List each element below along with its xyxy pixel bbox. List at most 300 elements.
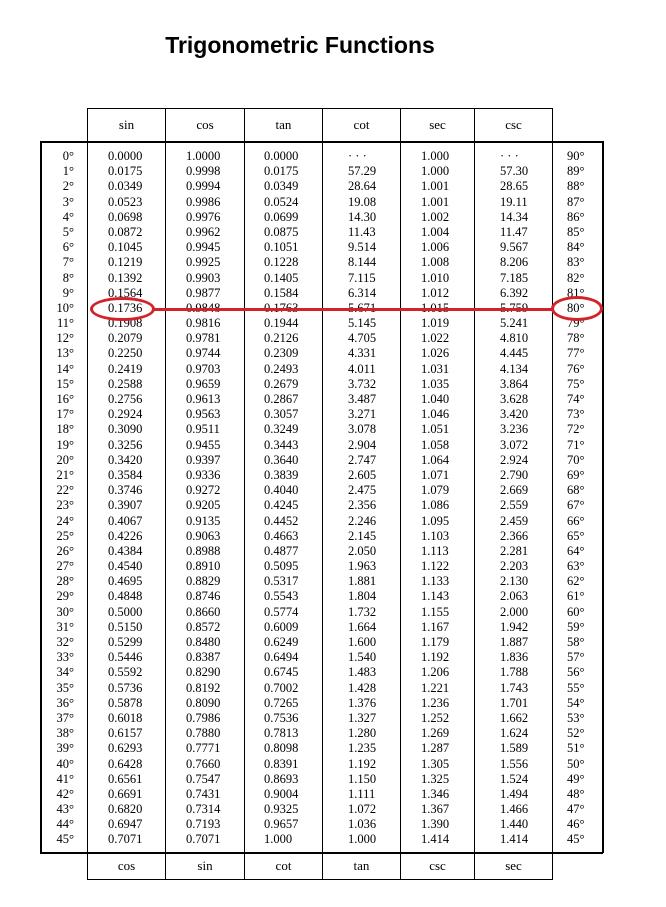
degree-cell: 10° [56,300,74,315]
tan-cell: 0.2493 [264,361,299,376]
complement-degree-cell: 82° [567,270,585,285]
cos-cell: 0.9986 [186,194,221,209]
footer-tan: tan [353,858,370,873]
footer-cot: cot [275,858,292,873]
sin-cell: 0.5150 [108,619,143,634]
cos-cell: 0.9135 [186,513,221,528]
degree-cell: 0° [62,149,74,163]
table-row [0,802,666,817]
cot-cell: 1.072 [348,802,377,817]
degree-cell: 28° [56,574,74,589]
degree-cell: 6° [62,240,74,255]
csc-cell: 14.34 [500,209,529,224]
complement-degree-cell: 61° [567,589,585,604]
complement-degree-cell: 55° [567,680,585,695]
table-row [0,271,666,286]
sin-cell: 0.1736 [108,300,143,315]
tan-cell: 0.1405 [264,270,299,285]
csc-cell: 1.414 [500,832,529,847]
sec-cell: 1.252 [421,710,450,725]
degree-cell: 5° [62,224,74,239]
table-row [0,741,666,756]
table-row [0,149,666,164]
cos-cell: 0.7547 [186,771,221,786]
csc-cell: 7.185 [500,270,529,285]
table-row [0,635,666,650]
sin-cell: 0.1908 [108,316,143,331]
cos-cell: 0.9945 [186,240,221,255]
sin-cell: 0.6947 [108,817,143,832]
complement-degree-cell: 57° [567,650,585,665]
tan-cell: 0.3443 [264,437,299,452]
cot-cell: 2.356 [348,498,377,513]
cot-cell: 57.29 [348,164,377,179]
complement-degree-cell: 81° [567,285,585,300]
csc-cell: 19.11 [500,194,528,209]
sec-cell: 1.006 [421,240,450,255]
degree-cell: 41° [56,771,74,786]
tan-cell: 0.9325 [264,802,299,817]
footer-sec: sec [505,858,522,873]
complement-degree-cell: 64° [567,543,585,558]
complement-degree-cell: 63° [567,559,585,574]
cot-cell: 3.078 [348,422,377,437]
sec-cell: 1.008 [421,255,450,270]
csc-cell: 2.000 [500,604,529,619]
cos-cell: 0.8988 [186,543,221,558]
complement-degree-cell: 79° [567,316,585,331]
complement-degree-cell: 83° [567,255,585,270]
csc-cell: 1.556 [500,756,529,771]
cos-cell: 0.9976 [186,209,221,224]
degree-cell: 45° [56,832,74,847]
footer-csc: csc [429,858,446,873]
tan-cell: 0.8098 [264,741,299,756]
cos-cell: 0.9336 [186,467,221,482]
sin-cell: 0.6018 [108,710,143,725]
cos-cell: 0.9925 [186,255,221,270]
cos-cell: 0.9063 [186,528,221,543]
csc-cell: 2.281 [500,543,529,558]
cos-cell: 0.9511 [186,422,220,437]
sin-cell: 0.5000 [108,604,143,619]
sin-cell: 0.1219 [108,255,143,270]
sin-cell: 0.6691 [108,786,143,801]
degree-cell: 8° [62,270,74,285]
cot-cell: 4.011 [348,361,376,376]
csc-cell: · · · [500,149,519,163]
csc-cell: 5.241 [500,316,529,331]
csc-cell: 1.624 [500,726,529,741]
sin-cell: 0.4226 [108,528,143,543]
header-csc: csc [505,117,522,132]
sec-cell: 1.001 [421,194,450,209]
sec-cell: 1.287 [421,741,450,756]
tan-cell: 0.5543 [264,589,299,604]
sin-cell: 0.5736 [108,680,143,695]
degree-cell: 9° [62,285,74,300]
cot-cell: 1.483 [348,665,377,680]
tan-cell: 0.0699 [264,209,299,224]
sec-cell: 1.004 [421,224,450,239]
csc-cell: 4.445 [500,346,529,361]
cos-cell: 0.8660 [186,604,221,619]
cot-cell: 14.30 [348,209,377,224]
sin-cell: 0.2250 [108,346,143,361]
degree-cell: 4° [62,209,74,224]
degree-cell: 33° [56,650,74,665]
cos-cell: 0.7771 [186,741,221,756]
tan-cell: 0.9004 [264,786,299,801]
degree-cell: 17° [56,407,74,422]
complement-degree-cell: 52° [567,726,585,741]
sec-cell: 1.367 [421,802,450,817]
sin-cell: 0.0000 [108,149,143,163]
tan-cell: 0.7265 [264,695,299,710]
cot-cell: 1.111 [348,786,376,801]
tan-cell: 0.6745 [264,665,299,680]
csc-cell: 2.459 [500,513,529,528]
csc-cell: 2.559 [500,498,529,513]
complement-degree-cell: 87° [567,194,585,209]
complement-degree-cell: 65° [567,528,585,543]
sin-cell: 0.7071 [108,832,143,847]
footer-sin: sin [197,858,213,873]
sec-cell: 1.051 [421,422,450,437]
sin-cell: 0.5299 [108,635,143,649]
tan-cell: 0.6249 [264,635,299,649]
tan-cell: 0.0349 [264,179,299,194]
cos-cell: 0.8192 [186,680,221,695]
table-row [0,544,666,559]
cot-cell: 2.747 [348,452,377,467]
sec-cell: 1.390 [421,817,450,832]
tan-cell: 0.7536 [264,710,299,725]
sec-cell: 1.071 [421,467,450,482]
degree-cell: 42° [56,786,74,801]
tan-cell: 0.2309 [264,346,299,361]
sin-cell: 0.2588 [108,376,143,391]
header-sin: sin [118,117,135,132]
table-row [0,225,666,240]
csc-cell: 9.567 [500,240,529,255]
table-row [0,195,666,210]
complement-degree-cell: 80° [567,300,585,315]
complement-degree-cell: 84° [567,240,585,255]
table-row [0,362,666,377]
tan-cell: 0.6009 [264,619,299,634]
complement-degree-cell: 90° [567,149,585,163]
complement-degree-cell: 51° [567,741,585,756]
sec-cell: 1.031 [421,361,450,376]
degree-cell: 12° [56,331,74,346]
sin-cell: 0.1392 [108,270,143,285]
csc-cell: 1.662 [500,710,529,725]
complement-degree-cell: 58° [567,635,585,649]
cos-cell: 0.9962 [186,224,221,239]
table-row [0,681,666,696]
cos-cell: 0.7880 [186,726,221,741]
csc-cell: 3.236 [500,422,529,437]
degree-cell: 22° [56,483,74,498]
sec-cell: 1.035 [421,376,450,391]
sin-cell: 0.3584 [108,467,143,482]
sec-cell: 1.000 [421,149,450,163]
sec-cell: 1.086 [421,498,450,513]
cos-cell: 0.9205 [186,498,221,513]
sin-cell: 0.3420 [108,452,143,467]
sin-cell: 0.6293 [108,741,143,756]
complement-degree-cell: 76° [567,361,585,376]
cos-cell: 0.9877 [186,285,221,300]
tan-cell: 0.1051 [264,240,299,255]
table-row [0,498,666,513]
cos-cell: 0.9903 [186,270,221,285]
cos-cell: 1.0000 [186,149,221,163]
header-sec: sec [429,117,446,132]
cos-cell: 0.8480 [186,635,221,649]
sec-cell: 1.192 [421,650,450,665]
csc-cell: 1.524 [500,771,529,786]
cot-cell: 8.144 [348,255,377,270]
sec-cell: 1.026 [421,346,450,361]
page-title: Trigonometric Functions [165,32,435,58]
complement-degree-cell: 54° [567,695,585,710]
cot-cell: 1.280 [348,726,377,741]
sec-cell: 1.113 [421,543,449,558]
complement-degree-cell: 74° [567,392,585,406]
csc-cell: 3.864 [500,376,529,391]
sec-cell: 1.022 [421,331,450,346]
cos-cell: 0.9703 [186,361,221,376]
table-row [0,726,666,741]
degree-cell: 26° [56,543,74,558]
cot-cell: 6.314 [348,285,377,300]
csc-cell: 4.810 [500,331,529,346]
tan-cell: 0.2867 [264,392,299,406]
cot-cell: · · · [348,149,367,163]
table-row [0,179,666,194]
sin-cell: 0.2419 [108,361,143,376]
cot-cell: 1.428 [348,680,377,695]
tan-cell: 0.8391 [264,756,299,771]
table-row [0,605,666,620]
cot-cell: 1.664 [348,619,377,634]
csc-cell: 1.440 [500,817,529,832]
table-row [0,696,666,711]
cot-cell: 1.540 [348,650,377,665]
degree-cell: 11° [56,316,74,331]
complement-degree-cell: 85° [567,224,585,239]
csc-cell: 6.392 [500,285,529,300]
sin-cell: 0.4848 [108,589,143,604]
table-row [0,650,666,665]
degree-cell: 38° [56,726,74,741]
sec-cell: 1.010 [421,270,450,285]
table-row [0,529,666,544]
csc-cell: 1.942 [500,619,529,634]
table-row [0,787,666,802]
sec-cell: 1.064 [421,452,450,467]
sec-cell: 1.414 [421,832,450,847]
tan-cell: 0.4877 [264,543,299,558]
tan-cell: 0.7813 [264,726,299,741]
cos-cell: 0.8090 [186,695,221,710]
header-cos: cos [196,117,214,132]
cot-cell: 1.600 [348,635,377,649]
tan-cell: 0.0000 [264,149,299,163]
complement-degree-cell: 47° [567,802,585,817]
cos-cell: 0.8572 [186,619,221,634]
tan-cell: 0.3640 [264,452,299,467]
cot-cell: 1.235 [348,741,377,756]
cos-cell: 0.9744 [186,346,221,361]
table-row [0,514,666,529]
cot-cell: 3.732 [348,376,377,391]
tan-cell: 0.0175 [264,164,299,179]
degree-cell: 35° [56,680,74,695]
degree-cell: 25° [56,528,74,543]
table-row [0,817,666,832]
degree-cell: 21° [56,467,74,482]
cos-cell: 0.7314 [186,802,221,817]
sec-cell: 1.019 [421,316,450,331]
sec-cell: 1.103 [421,528,450,543]
csc-cell: 2.924 [500,452,529,467]
degree-cell: 14° [56,361,74,376]
sin-cell: 0.4695 [108,574,143,589]
csc-cell: 57.30 [500,164,529,179]
cos-cell: 0.9781 [186,331,221,346]
complement-degree-cell: 45° [567,832,585,847]
tan-cell: 1.000 [264,832,293,847]
degree-cell: 7° [62,255,74,270]
cos-cell: 0.9272 [186,483,221,498]
cot-cell: 2.246 [348,513,377,528]
cot-cell: 2.605 [348,467,377,482]
sec-cell: 1.000 [421,164,450,179]
sin-cell: 0.6820 [108,802,143,817]
sin-cell: 0.2924 [108,407,143,422]
complement-degree-cell: 89° [567,164,585,179]
degree-cell: 13° [56,346,74,361]
complement-degree-cell: 49° [567,771,585,786]
degree-cell: 29° [56,589,74,604]
complement-degree-cell: 71° [567,437,585,452]
cot-cell: 9.514 [348,240,377,255]
degree-cell: 40° [56,756,74,771]
cot-cell: 1.881 [348,574,377,589]
cot-cell: 1.192 [348,756,377,771]
cot-cell: 1.804 [348,589,377,604]
degree-cell: 37° [56,710,74,725]
sec-cell: 1.001 [421,179,450,194]
sec-cell: 1.155 [421,604,450,619]
degree-cell: 34° [56,665,74,680]
table-row [0,164,666,179]
cot-cell: 1.000 [348,832,377,847]
csc-cell: 11.47 [500,224,528,239]
sec-cell: 1.058 [421,437,450,452]
csc-cell: 8.206 [500,255,529,270]
cot-cell: 4.331 [348,346,377,361]
sec-cell: 1.002 [421,209,450,224]
complement-degree-cell: 70° [567,452,585,467]
degree-cell: 15° [56,376,74,391]
cot-cell: 1.327 [348,710,377,725]
sin-cell: 0.4540 [108,559,143,574]
sin-cell: 0.3907 [108,498,143,513]
tan-cell: 0.8693 [264,771,299,786]
degree-cell: 23° [56,498,74,513]
table-body [0,149,666,848]
degree-cell: 16° [56,392,74,406]
cot-cell: 3.487 [348,392,377,406]
table-row [0,210,666,225]
sin-cell: 0.6428 [108,756,143,771]
sin-cell: 0.1564 [108,285,143,300]
cot-cell: 3.271 [348,407,377,422]
degree-cell: 31° [56,619,74,634]
cot-cell: 1.376 [348,695,377,710]
complement-degree-cell: 77° [567,346,585,361]
table-row [0,422,666,437]
cot-cell: 2.145 [348,528,377,543]
sin-cell: 0.0872 [108,224,143,239]
degree-cell: 18° [56,422,74,437]
csc-cell: 1.466 [500,802,529,817]
csc-cell: 2.130 [500,574,529,589]
sin-cell: 0.4384 [108,543,143,558]
tan-cell: 0.0524 [264,194,299,209]
complement-degree-cell: 60° [567,604,585,619]
sec-cell: 1.236 [421,695,450,710]
complement-degree-cell: 66° [567,513,585,528]
complement-degree-cell: 62° [567,574,585,589]
csc-cell: 1.788 [500,665,529,680]
csc-cell: 3.072 [500,437,529,452]
table-row [0,757,666,772]
complement-degree-cell: 46° [567,817,585,832]
footer-cos: cos [117,858,136,873]
cos-cell: 0.9455 [186,437,221,452]
tan-cell: 0.2679 [264,376,299,391]
sin-cell: 0.5592 [108,665,143,680]
cos-cell: 0.7660 [186,756,221,771]
table-row [0,772,666,787]
sin-cell: 0.3256 [108,437,143,452]
degree-cell: 30° [56,604,74,619]
table-row [0,468,666,483]
cot-cell: 2.904 [348,437,377,452]
cos-cell: 0.8290 [186,665,221,680]
cos-cell: 0.7431 [186,786,221,801]
table-row [0,453,666,468]
highlight-oval-left [90,297,155,321]
degree-cell: 44° [56,817,74,832]
sec-cell: 1.221 [421,680,450,695]
sec-cell: 1.206 [421,665,450,680]
header-top-border [87,108,553,109]
cos-cell: 0.7986 [186,710,221,725]
degree-cell: 43° [56,802,74,817]
header-cot: cot [353,117,370,132]
sin-cell: 0.0698 [108,209,143,224]
table-row [0,711,666,726]
tan-cell: 0.4245 [264,498,299,513]
table-row [0,346,666,361]
table-row [0,832,666,847]
